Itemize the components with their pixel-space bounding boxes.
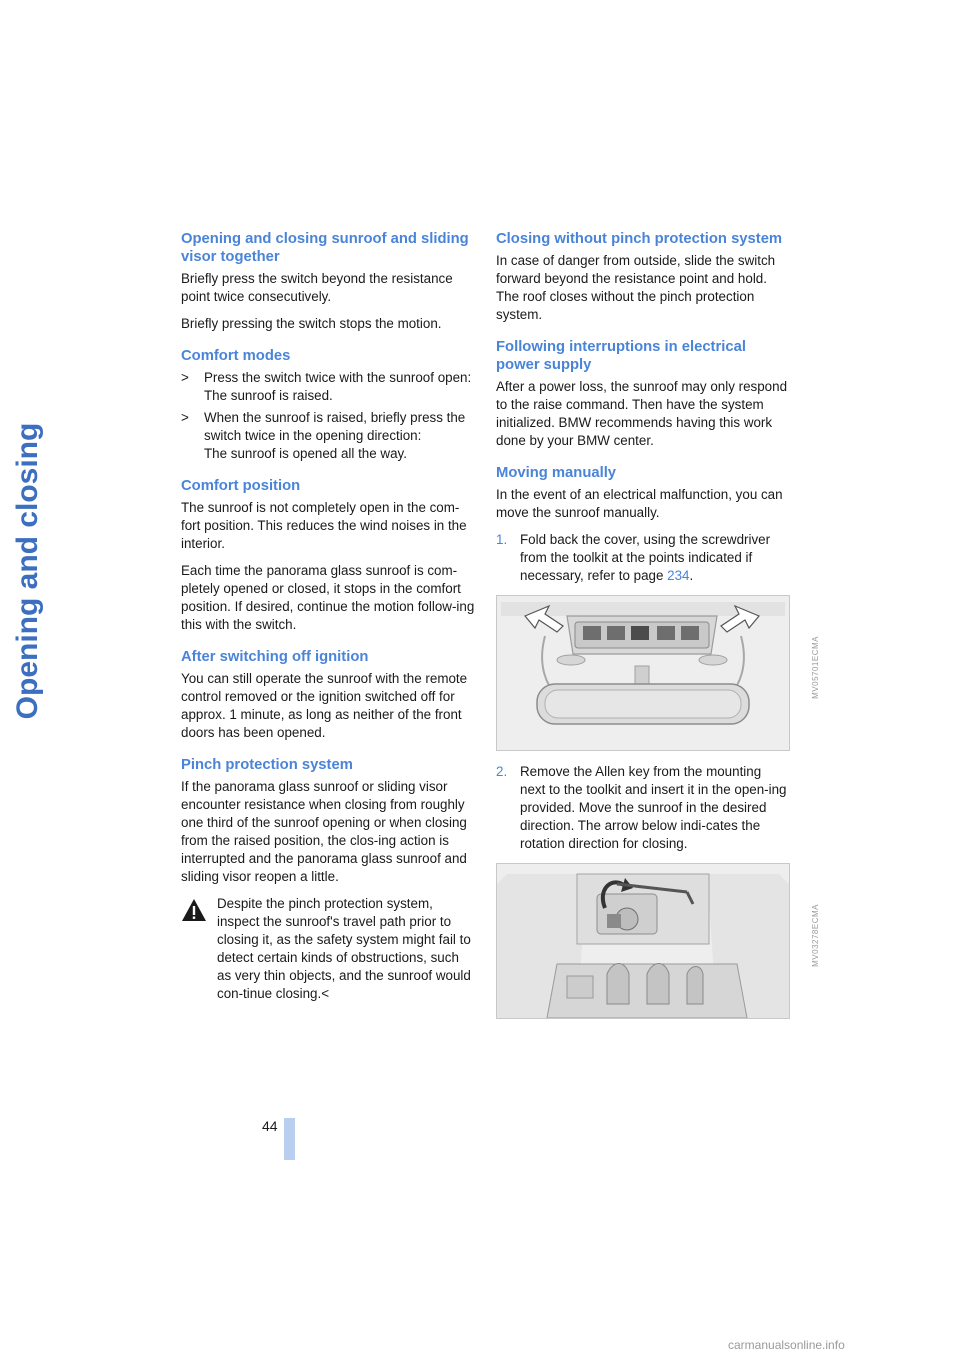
list-item-result: The sunroof is opened all the way. — [204, 446, 407, 461]
bullet-marker: > — [181, 370, 189, 385]
bullet-marker: > — [181, 410, 189, 425]
figure-id: MV05701ECMA — [811, 636, 820, 699]
step-item — [496, 531, 790, 585]
heading-moving-manually: Moving manually — [496, 465, 617, 481]
figure-overhead-console — [496, 595, 820, 751]
paragraph: In the event of an electrical malfunction, you can move the sunroof manually. — [496, 487, 783, 520]
warning-note — [181, 895, 475, 1003]
heading-comfort-position: Comfort position — [181, 478, 301, 494]
heading-closing-without-pinch: Closing without pinch protection system — [496, 231, 783, 247]
paragraph: If the panorama glass sunroof or sliding visor encounter resistance when closing from roughly one third of the sunroof opening or when closing from the raised position, the clos-ing action is interrupted and the panorama glass sunroof and sliding visor reopen a little. — [181, 779, 467, 884]
heading-pinch-protection: Pinch protection system — [181, 757, 353, 773]
heading-comfort-modes: Comfort modes — [181, 348, 291, 364]
list-item-result: The sunroof is raised. — [204, 388, 333, 403]
overhead-console-illustration — [497, 596, 789, 750]
step-item — [496, 763, 790, 853]
figure-id: MV03278ECMA — [811, 904, 820, 967]
side-section-title: Opening and closing — [11, 422, 44, 720]
list-item — [181, 369, 475, 405]
page-number: 44 — [262, 1118, 278, 1134]
page-number-bar — [284, 1118, 295, 1160]
figure-allen-key — [496, 863, 820, 1019]
left-column — [181, 230, 475, 1012]
step-number: 1. — [496, 532, 508, 547]
paragraph: Briefly press the switch beyond the resistance point twice consecutively. — [181, 271, 453, 304]
heading-opening-closing-together: Opening and closing sunroof and sliding visor together — [181, 231, 469, 265]
paragraph: You can still operate the sunroof with the remote control removed or the ignition switched off for approx. 1 minute, as long as neither of the front doors has been opened. — [181, 671, 468, 740]
manual-steps-list — [496, 531, 790, 585]
paragraph: Briefly pressing the switch stops the motion. — [181, 316, 442, 331]
step-text-end: . — [689, 568, 694, 583]
comfort-modes-list — [181, 369, 475, 463]
warning-icon — [181, 898, 207, 922]
paragraph: The sunroof is not completely open in the com-fort position. This reduces the wind noises in the interior. — [181, 500, 467, 551]
step-number: 2. — [496, 764, 508, 779]
paragraph: Each time the panorama glass sunroof is com-pletely opened or closed, it stops in the comfort position. If desired, continue the motion follow-ing this with the switch. — [181, 563, 475, 632]
page-reference-link[interactable]: 234 — [667, 568, 690, 583]
watermark: carmanualsonline.info — [728, 1338, 845, 1352]
list-item-text: Press the switch twice with the sunroof open: — [204, 370, 472, 385]
paragraph: In case of danger from outside, slide the switch forward beyond the resistance point and hold. The roof closes without the pinch protection system. — [496, 253, 776, 322]
list-item-text: When the sunroof is raised, briefly press the switch twice in the opening direction: — [204, 410, 466, 443]
warning-text: Despite the pinch protection system, inspect the sunroof's travel path prior to closing it, as the safety system might fail to detect certain kinds of obstructions, such as very thin objects, and the sunroof would con-tinue closing.< — [217, 896, 471, 1001]
allen-key-illustration — [497, 864, 789, 1018]
heading-after-ignition: After switching off ignition — [181, 649, 369, 665]
step-text: Remove the Allen key from the mounting next to the toolkit and insert it in the open-ing provided. Move the sunroof in the desired direction. The arrow below indi-cates the rotation direction for closing. — [520, 764, 787, 851]
step-text: Fold back the cover, using the screwdriver from the toolkit at the points indicated if necessary, refer to page — [520, 532, 771, 583]
list-item — [181, 409, 475, 463]
heading-power-interruptions: Following interruptions in electrical power supply — [496, 339, 746, 373]
paragraph: After a power loss, the sunroof may only respond to the raise command. Then have the system initialized. BMW recommends having this work done by your BMW center. — [496, 379, 788, 448]
manual-steps-list-2 — [496, 763, 790, 853]
right-column — [496, 230, 820, 1031]
